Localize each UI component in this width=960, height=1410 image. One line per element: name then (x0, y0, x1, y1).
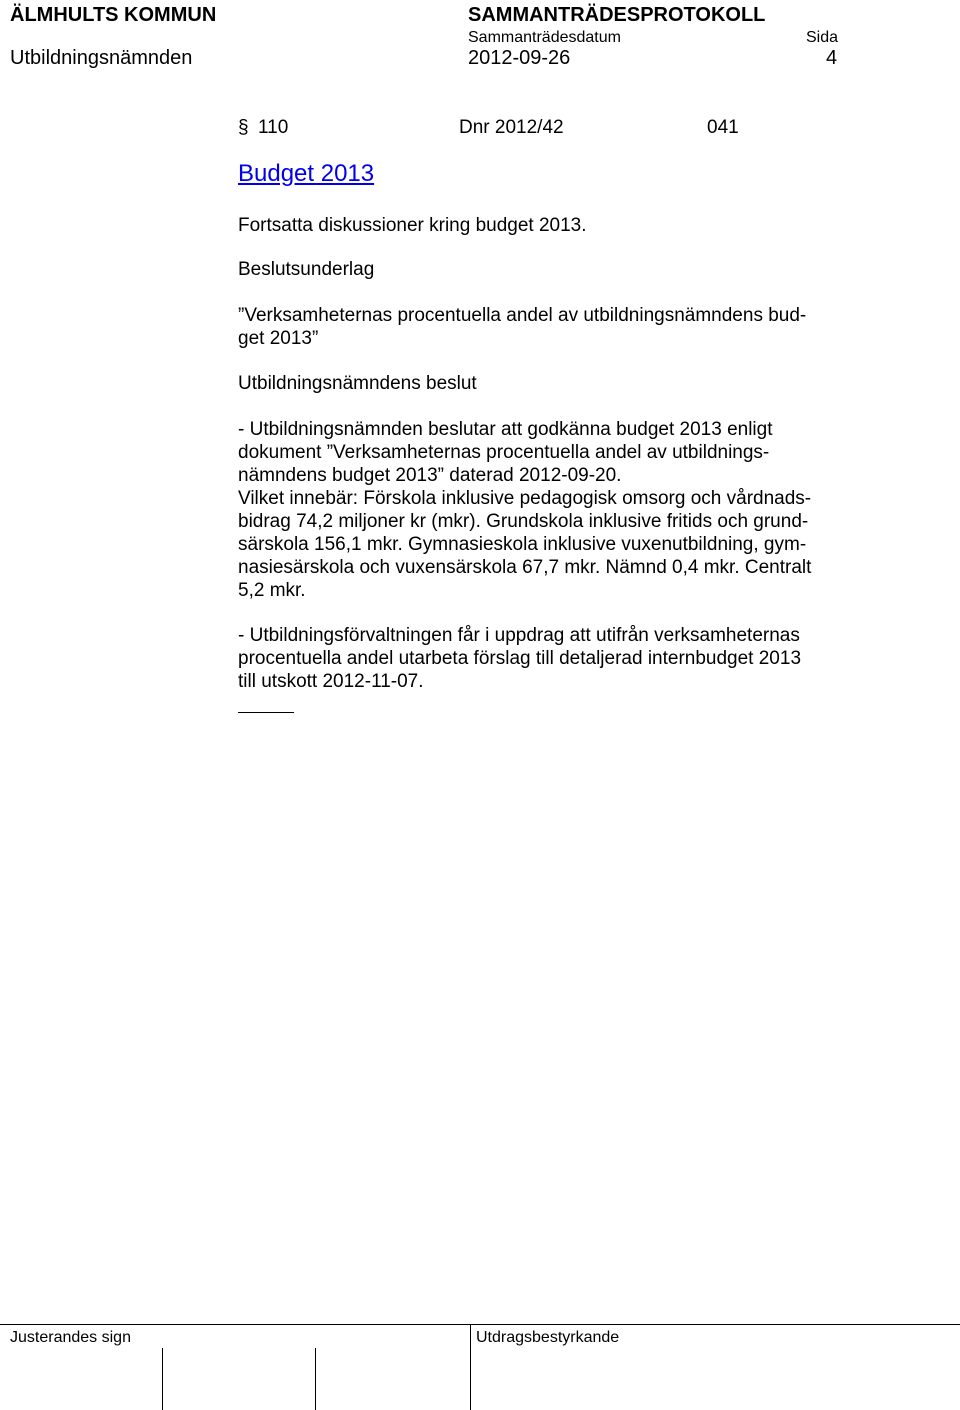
closing-rule (238, 712, 294, 713)
decision-text (238, 418, 811, 602)
extract-label: Utdragsbestyrkande (476, 1329, 620, 1346)
paragraph-symbol: § (238, 117, 249, 138)
decision-line: dokument ”Verksamheternas procentuella andel av utbildnings- (238, 442, 770, 463)
meeting-date: 2012-09-26 (468, 47, 571, 69)
assignment-text (238, 624, 801, 693)
decision-line: - Utbildningsnämnden beslutar att godkänna budget 2013 enligt (238, 419, 773, 440)
case-title[interactable]: Budget 2013 (238, 160, 375, 187)
meeting-date-label: Sammanträdesdatum (468, 29, 621, 46)
assignment-line: till utskott 2012-11-07. (238, 671, 424, 692)
paragraph-number: 110 (258, 117, 289, 138)
municipality-name: ÄLMHULTS KOMMUN (10, 4, 217, 26)
page-label: Sida (806, 29, 839, 46)
footer-top-border (0, 1324, 960, 1325)
dnr: Dnr 2012/42 (459, 117, 564, 138)
basis-line: ”Verksamheternas procentuella andel av utbildningsnämndens bud- (238, 305, 807, 326)
basis-line: get 2013” (238, 328, 319, 349)
basis-heading: Beslutsunderlag (238, 259, 375, 280)
intro-text: Fortsatta diskussioner kring budget 2013. (238, 215, 587, 236)
decision-line: nämndens budget 2013” daterad 2012-09-20. (238, 465, 622, 486)
committee-name: Utbildningsnämnden (10, 47, 193, 69)
page-number: 4 (826, 47, 838, 69)
decision-line: bidrag 74,2 miljoner kr (mkr). Grundskola inklusive fritids och grund- (238, 511, 809, 532)
decision-line: Vilket innebär: Förskola inklusive pedagogisk omsorg och vårdnads- (238, 488, 812, 509)
signature-divider (315, 1348, 316, 1410)
protocol-title: SAMMANTRÄDESPROTOKOLL (468, 4, 766, 26)
signature-divider (162, 1348, 163, 1410)
footer-column-divider (470, 1324, 471, 1410)
decision-line: 5,2 mkr. (238, 580, 306, 601)
basis-text (238, 304, 806, 350)
case-code: 041 (707, 117, 739, 138)
verify-label: Justerandes sign (10, 1329, 131, 1346)
assignment-line: - Utbildningsförvaltningen får i uppdrag att utifrån verksamheternas (238, 625, 800, 646)
decision-heading: Utbildningsnämndens beslut (238, 373, 477, 394)
decision-line: särskola 156,1 mkr. Gymnasieskola inklusive vuxenutbildning, gym- (238, 534, 807, 555)
decision-line: nasiesärskola och vuxensärskola 67,7 mkr. Nämnd 0,4 mkr. Centralt (238, 557, 812, 578)
assignment-line: procentuella andel utarbeta förslag till detaljerad internbudget 2013 (238, 648, 802, 669)
